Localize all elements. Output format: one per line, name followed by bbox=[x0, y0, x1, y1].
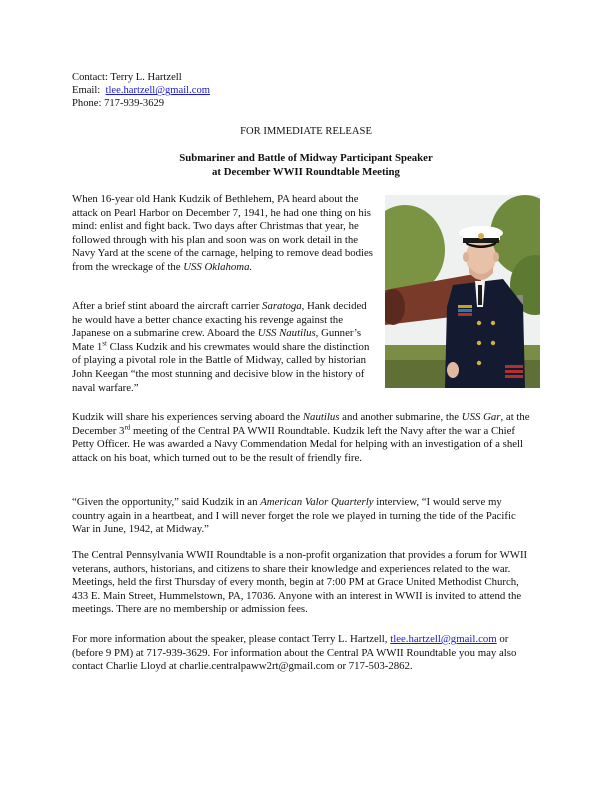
release-heading: FOR IMMEDIATE RELEASE bbox=[240, 126, 372, 137]
ship-name-nautilus: USS Nautilus, bbox=[257, 327, 319, 340]
magazine-name: American Valor Quarterly bbox=[260, 496, 374, 508]
contact-email-link[interactable]: tlee.hartzell@gmail.com bbox=[105, 85, 211, 97]
contact-name: Contact: Terry L. Hartzell bbox=[72, 72, 182, 83]
paragraph-meeting: Kudzik will share his experiences serving aboard the Nautilus and another submarine, the USS Gar, at the December 3rd meeting of the Central PA WWII Roundtable. Kudzik left the Navy after the war a Chief Petty Officer. He was awarded a Navy Commendation Medal for helping with an investigation of a shell attack on his boat, which turned out to be the result of friendly fire. bbox=[72, 411, 530, 464]
ship-name-saratoga: Saratoga bbox=[262, 300, 302, 312]
paragraph-roundtable: The Central Pennsylvania WWII Roundtable is a non-profit organization that provides a forum for WWII veterans, authors, historians, and citizens to share their knowledge and experiences related to the war. Meetings, held the first Thursday of every month, begin at 7:00 PM at Grace United Methodist Church, 433 E. Main Street, Hummelstown, PA, 17036. Anyone with an interest in WWII is invited to attend the meetings. There are no membership or admission fees. bbox=[72, 549, 528, 616]
paragraph-quote: “Given the opportunity,” said Kudzik in an American Valor Quarterly interview, “I would serve my country again in a heartbeat, and I will never forget the role we played in turning the tide of the Pacific War in June, 1942, at Midway.” bbox=[72, 496, 516, 536]
headline-line-1: Submariner and Battle of Midway Participant Speaker bbox=[179, 152, 433, 164]
paragraph-submarine: After a brief stint aboard the aircraft carrier Saratoga, Hank decided he would have a better chance exacting his revenge against the Japanese on a submarine crew. Aboard the USS Nautilus, Gunner’s Mate 1st Class Kudzik and his crewmates would share the distinction of playing a pivotal role in the Battle of Midway, called by historian John Keegan “the most stunning and decisive blow in the history of naval warfare.” bbox=[72, 300, 370, 394]
paragraph-intro: When 16-year old Hank Kudzik of Bethlehem, PA heard about the attack on Pearl Harbor on December 7, 1941, he had one thing on his mind: enlist and fight back. Two days after Christmas that year, he followed through with his plan and soon was on work detail in the Navy Yard at the scene of the carnage, helping to remove dead bodies from the wreckage of the USS Oklahoma. bbox=[72, 193, 374, 273]
headline-line-2: at December WWII Roundtable Meeting bbox=[212, 165, 400, 178]
contact-block bbox=[72, 71, 210, 111]
veteran-photo bbox=[385, 195, 540, 388]
contact-email-line bbox=[72, 84, 210, 97]
ship-name-nautilus-2: Nautilus bbox=[302, 411, 340, 423]
ship-name-gar: USS Gar bbox=[461, 411, 501, 423]
speaker-email-link[interactable]: tlee.hartzell@gmail.com bbox=[390, 633, 497, 645]
email-label: Email: bbox=[72, 85, 106, 97]
headline bbox=[0, 152, 612, 179]
paragraph-contact-info: For more information about the speaker, please contact Terry L. Hartzell, tlee.hartzell@gmail.com or (before 9 PM) at 717-939-3629. For information about the Central PA WWII Roundtable you may also contact Charlie Lloyd at charlie.centralpaww2rt@gmail.com or 717-503-2862. bbox=[72, 633, 517, 673]
ship-name-oklahoma: USS Oklahoma. bbox=[183, 260, 253, 273]
contact-phone: Phone: 717-939-3629 bbox=[72, 98, 165, 110]
